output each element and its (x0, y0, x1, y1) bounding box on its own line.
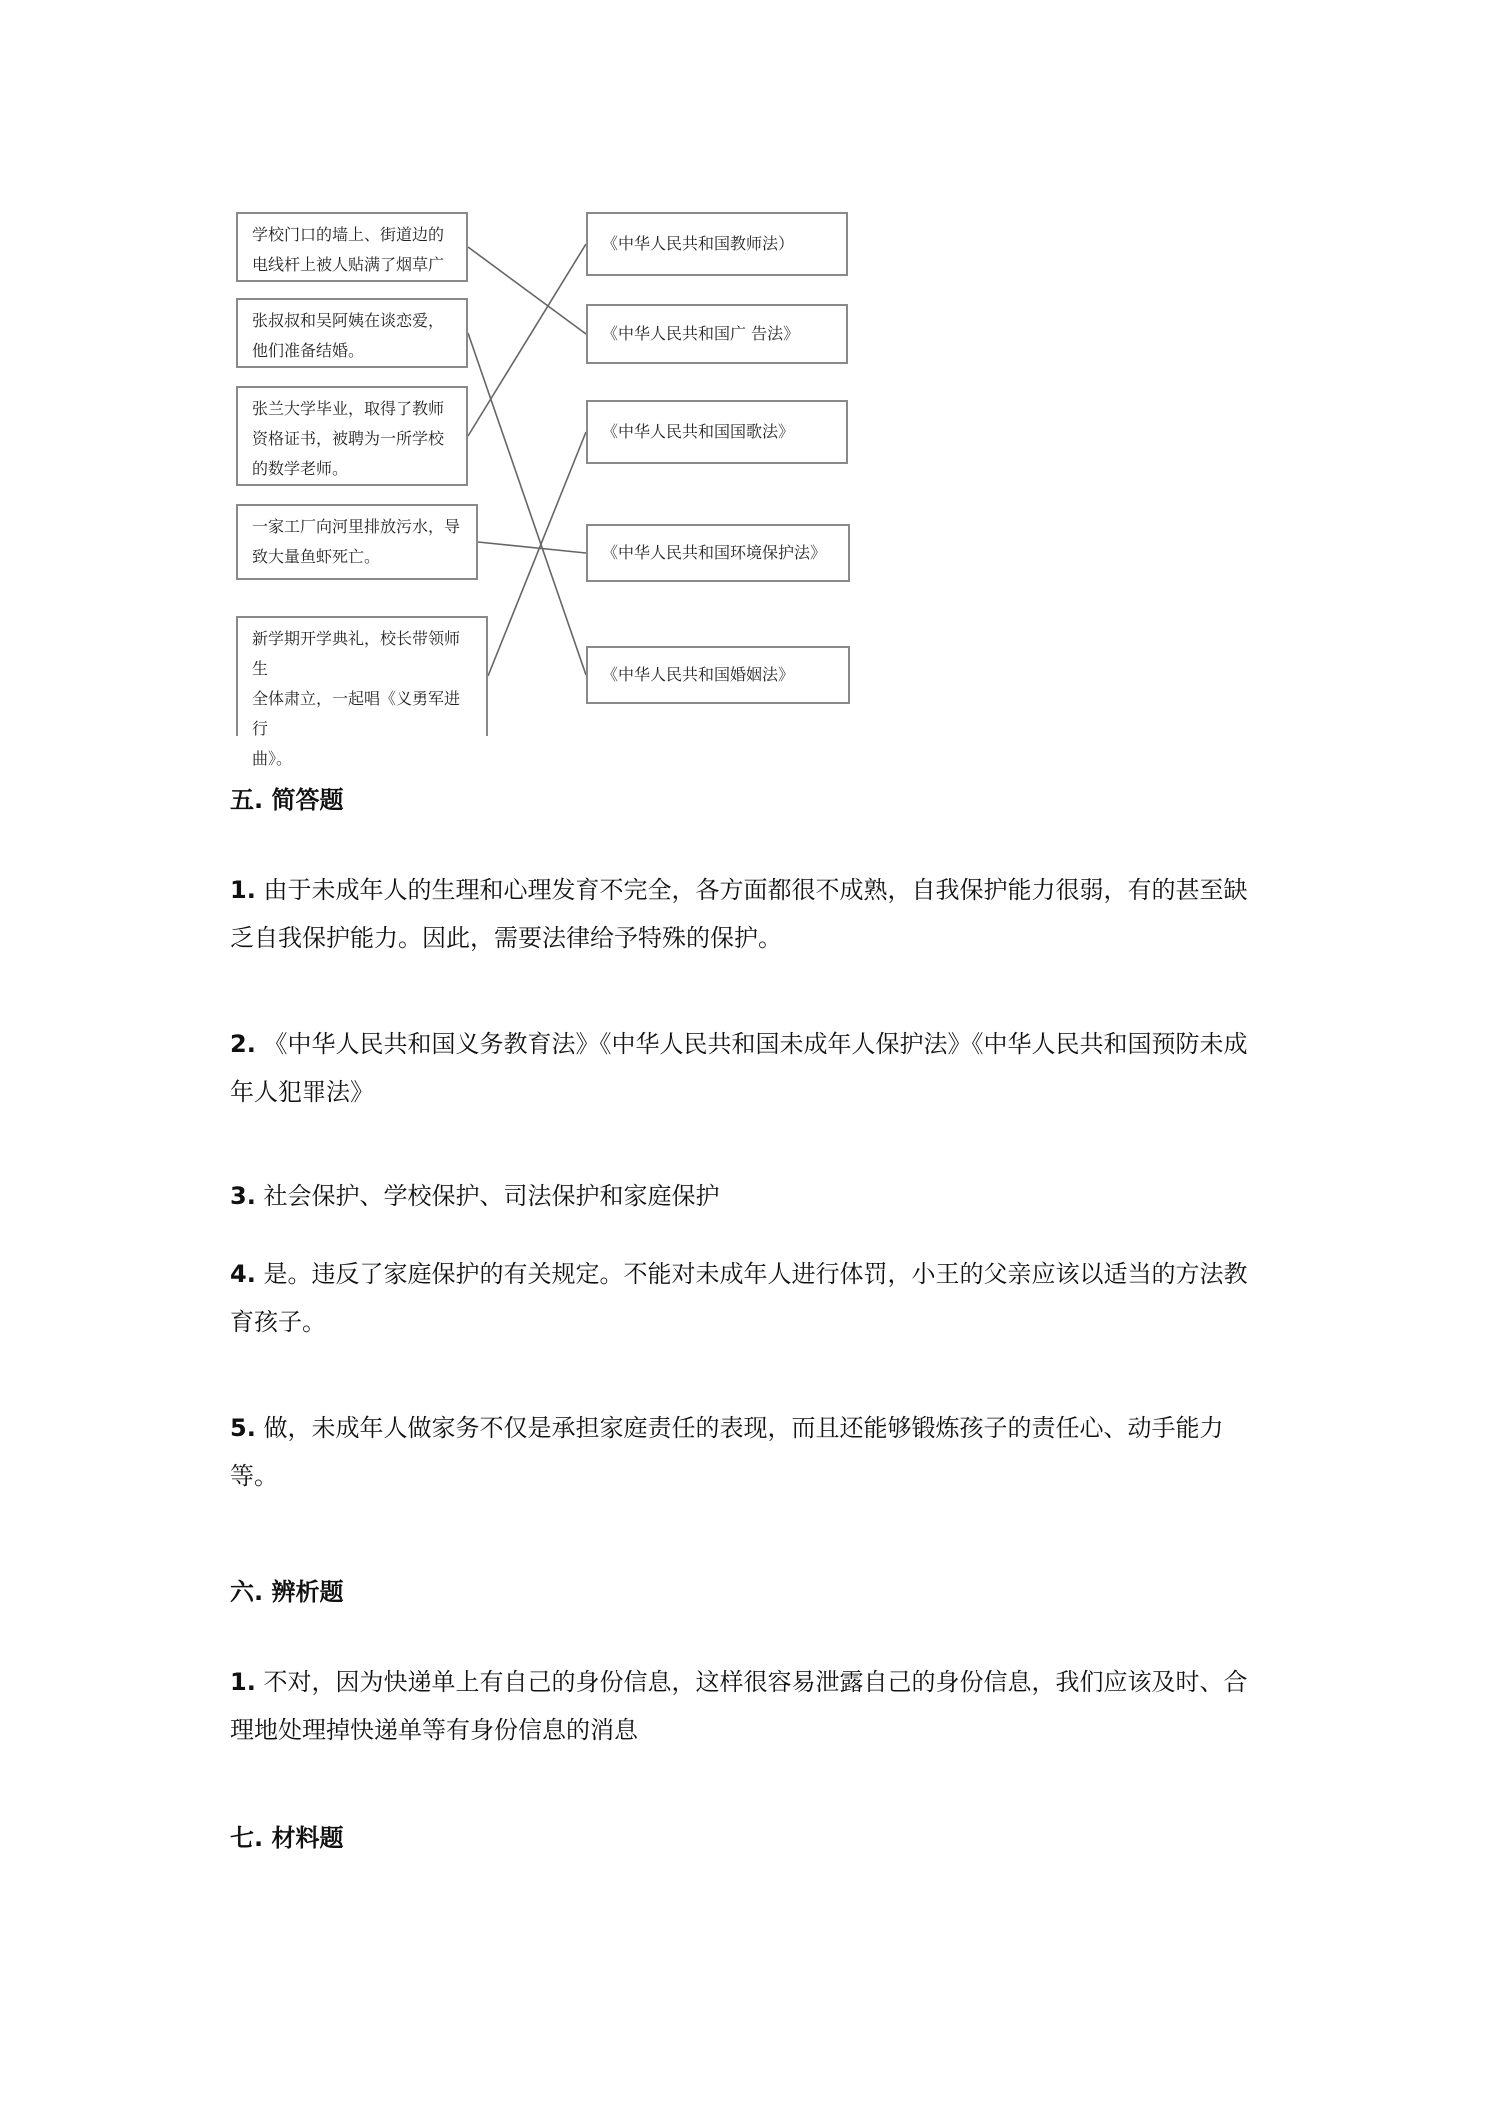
section-6-title: 六. 辨析题 (230, 1578, 344, 1606)
match-line-3 (468, 244, 586, 436)
s5-answer-2-text: 《中华人民共和国义务教育法》《中华人民共和国未成年人保护法》《中华人民共和国预防未成年人犯罪法》 (230, 1030, 1248, 1106)
s5-answer-3-number: 3. (230, 1182, 256, 1210)
matching-diagram (230, 200, 870, 768)
right-item-1 (586, 212, 848, 276)
s6-answer-1 (230, 1658, 1270, 1754)
s5-answer-1-text: 由于未成年人的生理和心理发育不完全，各方面都很不成熟，自我保护能力很弱，有的甚至缺乏自我保护能力。因此，需要法律给予特殊的保护。 (230, 876, 1248, 952)
right-item-3-label: 《中华人民共和国国歌法》 (602, 422, 795, 441)
left-item-2: 张叔叔和吴阿姨在谈恋爱， 他们准备结婚。 (236, 298, 468, 368)
s5-answer-5-text: 做，未成年人做家务不仅是承担家庭责任的表现，而且还能够锻炼孩子的责任心、动手能力等。 (230, 1414, 1224, 1490)
s5-answer-4-text: 是。违反了家庭保护的有关规定。不能对未成年人进行体罚，小王的父亲应该以适当的方法教育孩子。 (230, 1260, 1248, 1336)
right-item-1-label: 《中华人民共和国教师法） (602, 234, 795, 253)
match-line-1 (468, 247, 586, 334)
left-item-3: 张兰大学毕业，取得了教师 资格证书，被聘为一所学校 的数学老师。 (236, 386, 468, 486)
s5-answer-1 (230, 866, 1270, 962)
s6-answer-1-text: 不对，因为快递单上有自己的身份信息，这样很容易泄露自己的身份信息，我们应该及时、合理地处理掉快递单等有身份信息的消息 (230, 1668, 1248, 1744)
s5-answer-2 (230, 1020, 1270, 1116)
match-line-4 (478, 542, 586, 553)
s5-answer-3 (230, 1172, 1270, 1220)
s5-answer-4-number: 4. (230, 1260, 256, 1288)
right-item-4-label: 《中华人民共和国环境保护法》 (602, 543, 827, 562)
s5-answer-4 (230, 1250, 1270, 1346)
left-item-4: 一家工厂向河里排放污水，导 致大量鱼虾死亡。 (236, 504, 478, 580)
right-item-5-label: 《中华人民共和国婚姻法》 (602, 665, 795, 684)
s5-answer-5-number: 5. (230, 1414, 256, 1442)
right-item-2 (586, 304, 848, 364)
s5-answer-1-number: 1. (230, 876, 256, 904)
s6-answer-1-number: 1. (230, 1668, 256, 1696)
s5-answer-3-text: 社会保护、学校保护、司法保护和家庭保护 (255, 1182, 720, 1210)
right-item-5 (586, 646, 850, 704)
right-item-3 (586, 400, 848, 464)
right-item-4 (586, 524, 850, 582)
left-item-1: 学校门口的墙上、街道边的 电线杆上被人贴满了烟草广 (236, 212, 468, 282)
right-item-2-label: 《中华人民共和国广 告法》 (602, 324, 800, 343)
s5-answer-5 (230, 1404, 1270, 1500)
section-7-title: 七. 材料题 (230, 1824, 344, 1852)
match-line-5 (488, 432, 586, 676)
s5-answer-2-number: 2. (230, 1030, 256, 1058)
section-5-title: 五. 简答题 (230, 786, 344, 814)
left-item-5: 新学期开学典礼，校长带领师生 全体肃立，一起唱《义勇军进行 曲》。 (236, 616, 488, 736)
